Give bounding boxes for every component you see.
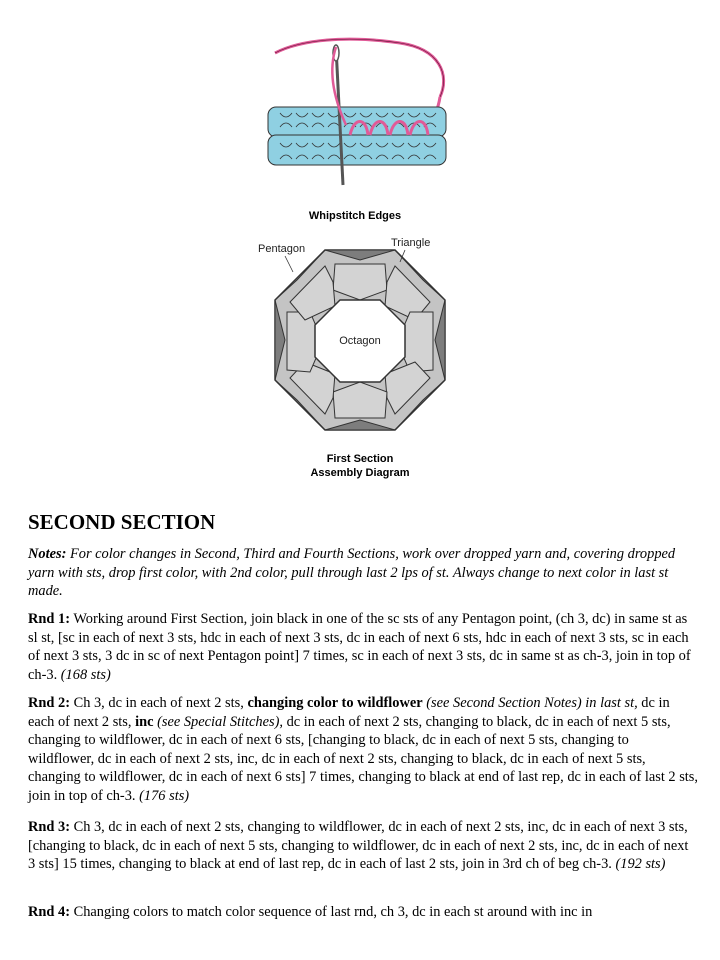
round-2-ital1: (see Second Section Notes) in last st, [422, 695, 638, 711]
notes-label: Notes: [28, 546, 67, 562]
pentagon-label: Pentagon [258, 243, 306, 255]
round-1-count: (168 sts) [60, 666, 111, 683]
section-title: SECOND SECTION [28, 510, 216, 534]
round-2-ital2: (see Special Stitches), [153, 713, 283, 730]
round-4 [28, 903, 698, 922]
assembly-diagram [245, 232, 475, 457]
round-2 [28, 694, 698, 805]
round-2-bold1: changing color to wildflower [247, 695, 423, 711]
round-4-text: Changing colors to match color sequence of last rnd, ch 3, dc in each st around with inc in [70, 904, 593, 920]
whipstitch-illustration [250, 35, 460, 210]
assembly-caption [260, 452, 460, 480]
round-3-label: Rnd 3: [28, 819, 70, 835]
assembly-caption-line2: Assembly Diagram [310, 467, 410, 479]
round-2-part1: Ch 3, dc in each of next 2 sts, [70, 695, 248, 711]
section-notes [28, 545, 698, 601]
assembly-caption-line1: First Section [326, 453, 394, 465]
round-3-text: Ch 3, dc in each of next 2 sts, changing to wildflower, dc in each of next 2 sts, inc, dc in each of next 3 sts, [changing to black, dc in each of next 5 sts, changing to wildflower, dc in each of next 2 sts, inc, dc in each of next 3 sts] 15 times, changing to black at end of last rep, dc in each of last 2 sts, join in 3rd ch of beg ch-3. [28, 819, 689, 872]
round-2-label: Rnd 2: [28, 695, 70, 711]
round-1-text: Working around First Section, join black in one of the sc sts of any Pentagon point, (ch 3, dc) in same st as sl st, [sc in each of next 3 sts, hdc in each of next 3 sts, dc in each of next 6 sts, hdc in each of next 3 sts, sc in each of next 3 sts, 3 dc in sc of next Pentagon point] 7 times, sc in each of next 3 sts, dc in same st as ch-3, join in top of ch-3. [28, 611, 691, 683]
round-3-count: (192 sts) [615, 856, 666, 872]
round-2-bold2: inc [135, 713, 154, 730]
round-2-count: (176 sts) [139, 787, 190, 804]
triangle-label: Triangle [391, 237, 431, 249]
whipstitch-caption: Whipstitch Edges [308, 210, 402, 222]
round-2-part3: dc in each of next 2 sts, changing to black, dc in each of next 5 sts, changing to wildflower, dc in each of next 6 sts, [changing to black, dc in each of next 5 sts, changing to wildflower, dc in each of next 2 sts, inc, dc in each of next 2 sts, changing to black, dc in each of next 5 sts, changing to wildflower, dc in each of next 6 sts] 7 times, changing to black at end of last rep, dc in each of last 2 sts, join in top of ch-3. [28, 713, 699, 804]
round-1-label: Rnd 1: [28, 611, 70, 627]
round-4-label: Rnd 4: [28, 904, 70, 920]
octagon-label: Octagon [339, 335, 381, 347]
round-3 [28, 818, 698, 874]
round-1 [28, 610, 698, 684]
notes-text: For color changes in Second, Third and Fourth Sections, work over dropped yarn and, covering dropped yarn with sts, drop first color, with 2nd color, pull through last 2 lps of st. Always change to next color in last st made. [28, 546, 676, 599]
round-2-part2: dc in each of next 2 sts, [28, 695, 670, 730]
